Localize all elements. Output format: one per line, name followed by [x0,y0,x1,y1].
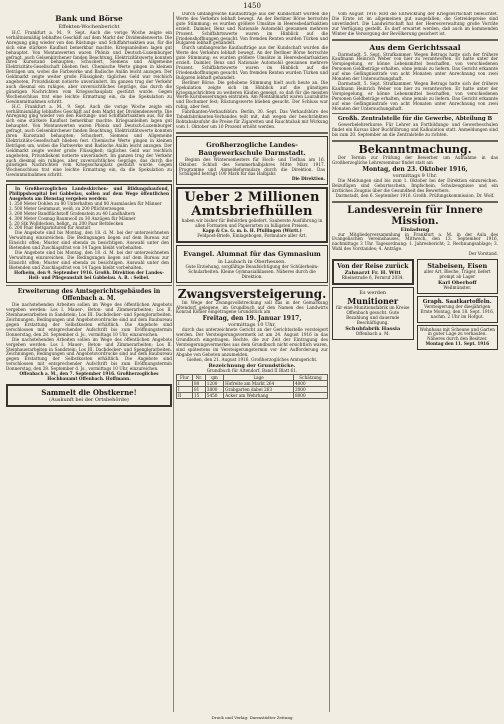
munitions-text: für eine Munitionsfabrik im Kreise Offenbach gesucht. Gute Bezahlung und dauernde Beschäftigung. [336,305,410,325]
market-report: H.C. Frankfurt a. M., 9. Sept. Auch die vorige Woche zeigte ein verhältnismäßig lebhaftes Geschäft auf dem Markt der Dividendenwerte. Die Anregung ging wieder von den Rüstungs- und Schiffahrtsaktien aus, für die sich eine stärkere Kauflust bemerkbar machte. Kriegsanleihen lagen gut behauptet. Von Montanwerten waren Phönix und Deutsch-Luxemburger gefragt, auch Gelsenkirchener fanden Beachtung. Elektrizitätswerte konnten ihren Kursstand behaupten; Schuckert, Siemens und Allgemeine Elektrizitäts-Gesellschaft blieben fest. Chemische Werte gingen in kleinen Beträgen um, wobei die Farbwerke und Badische Anilin leicht anzogen. Der Geldmarkt zeigte weiter große Flüssigkeit; tägliches Geld war reichlich angeboten, Privatdiskont notierte unverändert. Im ganzen trug der Verkehr auch diesmal ein ruhiges, aber zuversichtliches Gepräge, das durch die günstigen Nachrichten vom Kriegsschauplatz gestützt wurde. Gegen Wochenschluss trat eine leichte Ermattung ein, da die Spekulation zu Gewinnmitnahmen schritt. [6,30,172,104]
association-subheading: Einladung [400,226,430,233]
table-cell: II [177,392,193,398]
house-advert-text: Wohnhaus mit Scheune und Garten in guter Lage zu verkaufen. Näheres durch den Besitzer. [419,326,495,342]
envelope-advert [176,187,328,243]
table-row [177,386,328,392]
column-left [6,12,172,409]
school-text: Beginn des Wintersemesters für Hoch- und Tiefbau am 16. Oktober. Schluß des Sommerhalbjahres Mitte März 1917. Programme und Anmeldeformulare durch die Direktion. Das Schulgeld beträgt 100 Mark für das Halbjahr. [179,156,325,177]
munitions-lead: Es werden [359,290,387,296]
dentist-advert [332,259,414,285]
collect-box [6,384,172,407]
auction-item: 5. 20 Stk Wolldecken, hellgr., zu 200 Paar Bettdecken [9,220,124,226]
munitions-place: Offenbach a. M. [355,330,390,336]
table-cell: Grabgarten dabei 263 [224,386,294,392]
table-cell: 1200 [205,380,223,386]
house-advert [417,325,499,351]
contract-text: Die nachstehenden Arbeiten sollen im Wege des öffentlichen Angebots vergeben werden: Los I. Mauer-, Beton- und Zimmerarbeiten; Los II. Steinhauerarbeiten in Sandstein; Los III. Dachdecker- und Spenglerarbeiten. Zeichnungen, Bedingungen und Angebotsvordrucke sind auf dem Baubureau gegen Erstattung der Selbstkosten erhältlich. Die Angebote sind verschlossen mit entsprechender Aufschrift bis zum Eröffnungstermin Donnerstag, den 28. September d. Js., vormittags 10 Uhr, einzureichen. [6,302,172,337]
page-number: 1450 [243,2,261,10]
contract-signature: Offenbach a. M., den 7. September 1916. Großherzogliches Hochbauamt Offenbach. Hoffmann. [19,371,159,381]
table-cell: 2000 [293,386,327,392]
iron-advert-firm: Karl Oberhoff [437,279,477,286]
court-heading: Aus dem Gerichtssaal [369,42,461,52]
column-right [332,12,498,352]
association-heading: Landesverein für Innere Mission. [347,204,483,227]
central-office-heading: Großh. Zentralstelle für die Gewerbe, Abteilung B [337,116,493,123]
announcement-time: vormittags 9 Uhr. [392,172,438,179]
advert-row [332,257,498,352]
berlin-exchange-report: Berliner Börse. Die gehobene Stimmung hielt auch heute an. Die Spekulation zeigte sich im Hinblick auf die günstigen Kriegsnachrichten zu weiteren Käufen geneigt, so daß für die meisten Werte Kursbesserungen eintraten. Am Montanmarkt waren Laurahütte und Bochumer fest; Rüstungswerte blieben gesucht. Der Schluss war ruhig, aber fest. [176,79,328,110]
court-text: Darmstadt, 5. Sept. Strafkammer. Wegen Betrugs hatte sich der frühere Kaufmann Heinrich Weber von hier zu verantworten. Er hatte unter der Vorspiegelung, er könne Lebensmittel beschaffen, von verschiedenen Personen Geldbeträge erhalten, ohne jemals zu liefern. Das Gericht erkannte auf eine Gefängnisstrafe von acht Monaten unter Anrechnung von zwei Monaten der Untersuchungshaft. [332,51,498,82]
table-header: Schätzung [293,374,327,380]
divider [332,113,498,114]
table-header: Nr. [193,374,206,380]
announcement-heading: Bekanntmachung. [358,143,472,157]
table-header: Lage [224,374,294,380]
advert-column-left [332,257,414,352]
boarding-school-heading: Evangel. Alumnat für das Gymnasium [183,249,321,258]
table-cell: Acker am Wehrhang [224,392,294,398]
property-table-caption: Bezeichnung der Grundstücke. [208,362,296,369]
property-table-subcaption: Grundbuch für Altendorf, Band II Blatt 61. [206,367,298,373]
dentist-address: Rheinstraße 6, Fernruf 2034. [341,275,404,281]
market-report-continued: H.C. Frankfurt a. M., 9. Sept. Auch die vorige Woche zeigte ein verhältnismäßig lebhaftes Geschäft auf dem Markt der Dividendenwerte. Die Anregung ging wieder von den Rüstungs- und Schiffahrtsaktien aus, für die sich eine stärkere Kauflust bemerkbar machte. Kriegsanleihen lagen gut behauptet. Von Montanwerten waren Phönix und Deutsch-Luxemburger gefragt, auch Gelsenkirchener fanden Beachtung. Elektrizitätswerte konnten ihren Kursstand behaupten; Schuckert, Siemens und Allgemeine Elektrizitäts-Gesellschaft blieben fest. Chemische Werte gingen in kleinen Beträgen um, wobei die Farbwerke und Badische Anilin leicht anzogen. Der Geldmarkt zeigte weiter große Flüssigkeit; tägliches Geld war reichlich angeboten, Privatdiskont notierte unverändert. Im ganzen trug der Verkehr auch diesmal ein ruhiges, aber zuversichtliches Gepräge, das durch die günstigen Nachrichten vom Kriegsschauplatz gestützt wurde. Gegen Wochenschluss trat eine leichte Ermattung ein, da die Spekulation zu Gewinnmitnahmen schritt. [6,103,172,178]
column-text: vom August 1916 wird die Entwicklung der Kriegswirtschaft beleuchtet. Die Ernte ist im allgemeinen gut ausgefallen; die Getreidepreise sind unverändert. Die Landwirtschaft hat der Heeresverwaltung große Vorräte zur Verfügung gestellt. Es darf erwartet werden, daß auch im kommenden Winter die Versorgung der Bevölkerung gesichert ist. [332,12,498,36]
table-cell: 3800 [205,386,223,392]
announcement-date: Montag, den 23. Oktober 1916, [362,165,468,173]
foreclosure-heading: Zwangsversteigerung. [177,286,327,301]
iron-advert-text: aller Art, Bleche, Träger, liefert prompt ab Lager [423,269,491,279]
table-header: Flur [177,374,193,380]
foreclosure-date: Freitag, den 19. Januar 1917, [202,315,302,323]
iron-advert-title: Stabeisen, Eisen [427,262,488,271]
auction-item: 1. 350 Meter Dohlen zu 80 Unterhalten und 80 Ausmäuslen für Männer [9,200,162,206]
divider [176,285,328,286]
table-cell: 8000 [293,392,327,398]
column-rule [173,12,174,712]
table-row [177,392,328,398]
section-subheading: Effekten-Wochenbericht [58,24,120,30]
table-cell: I [177,386,193,392]
divider [332,140,498,142]
dentist-advert-title: Von der Reise zurück [337,263,409,271]
column-text: Durch umfangreiche Kaufaufträge aus der Kundschaft wurden die Werte des Verkehrs lebhaft bewegt. An der Berliner Börse herrschte gute Stimmung; es wurden größere Umsätze in Heeresbedarfsaktien erzielt. Daimler, Benz und Nationale Automobil gewannen mehrere Prozent. Schiffahrtswerte waren im Hinblick auf die Friedenshoffnungen gesucht. Von fremden Renten wurden Türken und Bulgaren lebhaft gehandelt. [176,12,328,46]
school-heading: Großherzogliche Landes-Baugewerkschule Darmstadt. [198,140,306,157]
envelope-advert-title: Ueber 2 Millionen Amtsbriefhüllen [184,190,320,220]
boarding-school-place: in Laubach in Oberhessen. [218,258,286,265]
auction-signature: Hofheim, den 9. September 1916. Großh. Direktion der Landes-Heil- und Pflegeanstalt bei Gabbelau. A. R. : Seibel. [14,269,164,280]
divider [176,132,328,134]
tobacco-report: Fabrikanten-Verkaufsbüro. Berlin, 30. Sept. Das Verkaufsbüro des Tabakfabrikanten-Verbandes teilt mit, daß wegen der beschränkten Rohtabakzufuhr die Preise für Zigaretten und Rauchtabak mit Wirkung vom 1. Oktober um 10 Prozent erhöht werden. [176,109,328,129]
seed-potato-text: Versteigerung der diesjährigen Ernte Montag, den 18. Sept. 1916, nachm. 2 Uhr im Hofgut. [420,303,495,319]
iron-advert-place: Weilmünster. [443,284,472,290]
contract-text-continued: Die nachstehenden Arbeiten sollen im Wege des öffentlichen Angebots vergeben werden: Los I. Mauer-, Beton- und Zimmerarbeiten; Los II. Steinhauerarbeiten in Sandstein; Los III. Dachdecker- und Spenglerarbeiten. Zeichnungen, Bedingungen und Angebotsvordrucke sind auf dem Baubureau gegen Erstattung der Selbstkosten erhältlich. Die Angebote sind verschlossen mit entsprechender Aufschrift bis zum Eröffnungstermin Donnerstag, den 28. September d. Js., vormittags 10 Uhr, einzureichen. [6,336,172,372]
column-rule [329,12,330,712]
envelope-advert-firm: Kapp & Co. G. m. b. H. Pfullingen (Württ.) [202,228,302,234]
table-cell: 15 [193,392,206,398]
table-cell: 5450 [205,392,223,398]
auction-item: 2. 500 Meter Geimmaut, weiß, zu 200 Pflichterzeugen [9,205,125,211]
munitions-advert [332,287,414,340]
auction-item: 3. 200 Meter Bandflächstoff Grafenstein zu 40 Landhaltern [9,210,136,216]
envelope-advert-note: Feldpost-Briefe, Einlagebogen, Formulare aller Art. [197,233,307,238]
table-cell: I [177,380,193,386]
foreclosure-time: vormittags 10 Uhr, [228,322,276,329]
auction-item: 4. 300 Meter Cosmag Baumwoll zu 30 Anzügen für Männer [9,215,136,221]
announcement-signature: Darmstadt, den 6. September 1916. Großh. Prüfungskommission. Dr. Wolf. [335,192,495,198]
central-office-text: Gewerbelehrerkurse. Für Lehrer an Fortbildungs- und Gewerbeschulen findet ein Kursus über Buchführung und Kalkulation statt. Anmeldungen sind bis zum 20. September an die Zentralstelle zu richten. [332,122,498,138]
association-text: zur Mitgliederversammlung in Frankfurt a. M. in der Aula des Evangelischen Vereinshauses, Mittwoch, den 13. September 1916, nachmittags 3 Uhr. Tagesordnung: 1. Jahresbericht; 2. Rechnungsablage; 3. Wahl des Vorstandes; 4. Anträge. [332,231,498,252]
collect-subtitle: (Auskunft bei der Ortsbehörde) [49,396,129,403]
auction-terms: Die Angebote sind bis Montag, den 18. d. M. bei der unterzeichneten Verwaltung einzureichen. Die Bedingungen liegen auf dem Bureau zur Einsicht offen; Muster sind ebenda zu besichtigen. Auswahl unter den Bietenden und Zuschlagsfrist von 14 Tagen bleibt vorbehalten. [9,230,169,251]
announcement-details: Die Meldungen sind bis zum 1. Oktober bei der Direktion einzureichen. Beizufügen sind Geburtsschein, Impfschein, Schulzeugnisse und ein ärztliches Zeugnis über die Gesundheit des Bewerbers. [332,177,498,193]
school-signature: Die Direktion. [291,176,325,182]
house-advert-date: Montag den 11. Sept. 1916 [425,341,489,347]
boarding-school-text: Gute Erziehung, sorgfältige Beaufsichtigung der Schülerheim-Schularbeiten. Kleine Gymnasialklassen. Näheres durch die Direktion. [185,263,319,279]
table-cell: Hofreite am Markt 264 [224,380,294,386]
court-text-continued: Darmstadt, 5. Sept. Strafkammer. Wegen Betrugs hatte sich der frühere Kaufmann Heinrich Weber von hier zu verantworten. Er hatte unter der Vorspiegelung, er könne Lebensmittel beschaffen, von verschiedenen Personen Geldbeträge erhalten, ohne jemals zu liefern. Das Gericht erkannte auf eine Gefängnisstrafe von acht Monaten unter Anrechnung von zwei Monaten der Untersuchungshaft. [332,80,498,111]
table-cell: 81 [193,386,206,392]
table-cell: 4000 [293,380,327,386]
collect-title: Sammelt die Obstkerne! [41,387,137,397]
property-table [176,374,328,399]
announcement-text: Der Termin zur Prüfung der Bewerber um Aufnahme in das Großherzogliche Lehrerseminar findet statt am [332,155,498,166]
divider [6,285,172,286]
envelope-advert-text: haben wir bisher für Behörden geliefert. Sauberste Ausführung in allen Formaten und Papierarten zu billigsten Preisen. [181,218,323,229]
column-text-continued: Durch umfangreiche Kaufaufträge aus der Kundschaft wurden die Werte des Verkehrs lebhaft bewegt. An der Berliner Börse herrschte gute Stimmung; es wurden größere Umsätze in Heeresbedarfsaktien erzielt. Daimler, Benz und Nationale Automobil gewannen mehrere Prozent. Schiffahrtswerte waren im Hinblick auf die Friedenshoffnungen gesucht. Von fremden Renten wurden Türken und Bulgaren lebhaft gehandelt. [176,45,328,80]
page-footer: Druck und Verlag: Darmstädter Zeitung [211,715,293,720]
divider [332,201,498,203]
auction-lead: In Großherzoglichen Landeskirchen- und Bildungsbaufond, Philippshospital bei Gabbelau, sollen auf dem Wege öffentlichen Ausgebots am Dienstag vergeben werden: [9,186,169,201]
munitions-title: Munitioner [347,296,399,306]
contract-heading: Erweiterung des Amtsgerichtsgebäudes in Offenbach a. M. [17,288,161,303]
school-notice [176,136,328,186]
column-middle [176,12,328,399]
foreclosure-text: Im Wege der Zwangsvollstreckung soll das in der Gemarkung Altendorf gelegene, im Grundbuch auf den Namen des Landwirts Konrad Köhler eingetragene Grundstück am [176,299,328,315]
divider [6,180,172,182]
iron-advert [417,259,499,294]
seed-potato-advert [417,296,499,323]
table-header: qm [205,374,223,380]
auction-notice [6,184,172,283]
foreclosure-details: durch das unterzeichnete Gericht an der Gerichtsstelle versteigert werden. Der Versteigerungsvermerk ist am 24. August 1916 in das Grundbuch eingetragen. Rechte, die zur Zeit der Eintragung des Versteigerungsvermerkes aus dem Grundbuch nicht ersichtlich waren, sind spätestens im Versteigerungstermin vor der Aufforderung zur Abgabe von Geboten anzumelden. [176,327,328,357]
foreclosure-signature: Gießen, den 21. August 1916. Großherzogliches Amtsgericht. [186,356,318,362]
divider [332,39,498,41]
table-row [177,380,328,386]
auction-terms-continued: Die Angebote sind bis Montag, den 18. d. M. bei der unterzeichneten Verwaltung einzureichen. Die Bedingungen liegen auf dem Bureau zur Einsicht offen; Muster sind ebenda zu besichtigen. Auswahl unter den Bietenden und Zuschlagsfrist von 14 Tagen bleibt vorbehalten. [9,249,169,270]
auction-item: 6. 200 Paar Bettgarnituren für Anstalt [9,225,91,231]
association-signature: Der Vorstand. [468,251,498,257]
seed-potato-title: Graph. Saatkartoffeln. [422,298,492,305]
munitions-firm: Schuhfabrik Hassia [345,325,401,332]
dentist-name: Zahnarzt Fr. H. Witt [344,270,401,277]
table-cell: 80 [193,380,206,386]
boarding-school-advert [176,245,328,283]
advert-column-right [417,257,499,352]
section-heading-bank: Bank und Börse [55,14,123,23]
